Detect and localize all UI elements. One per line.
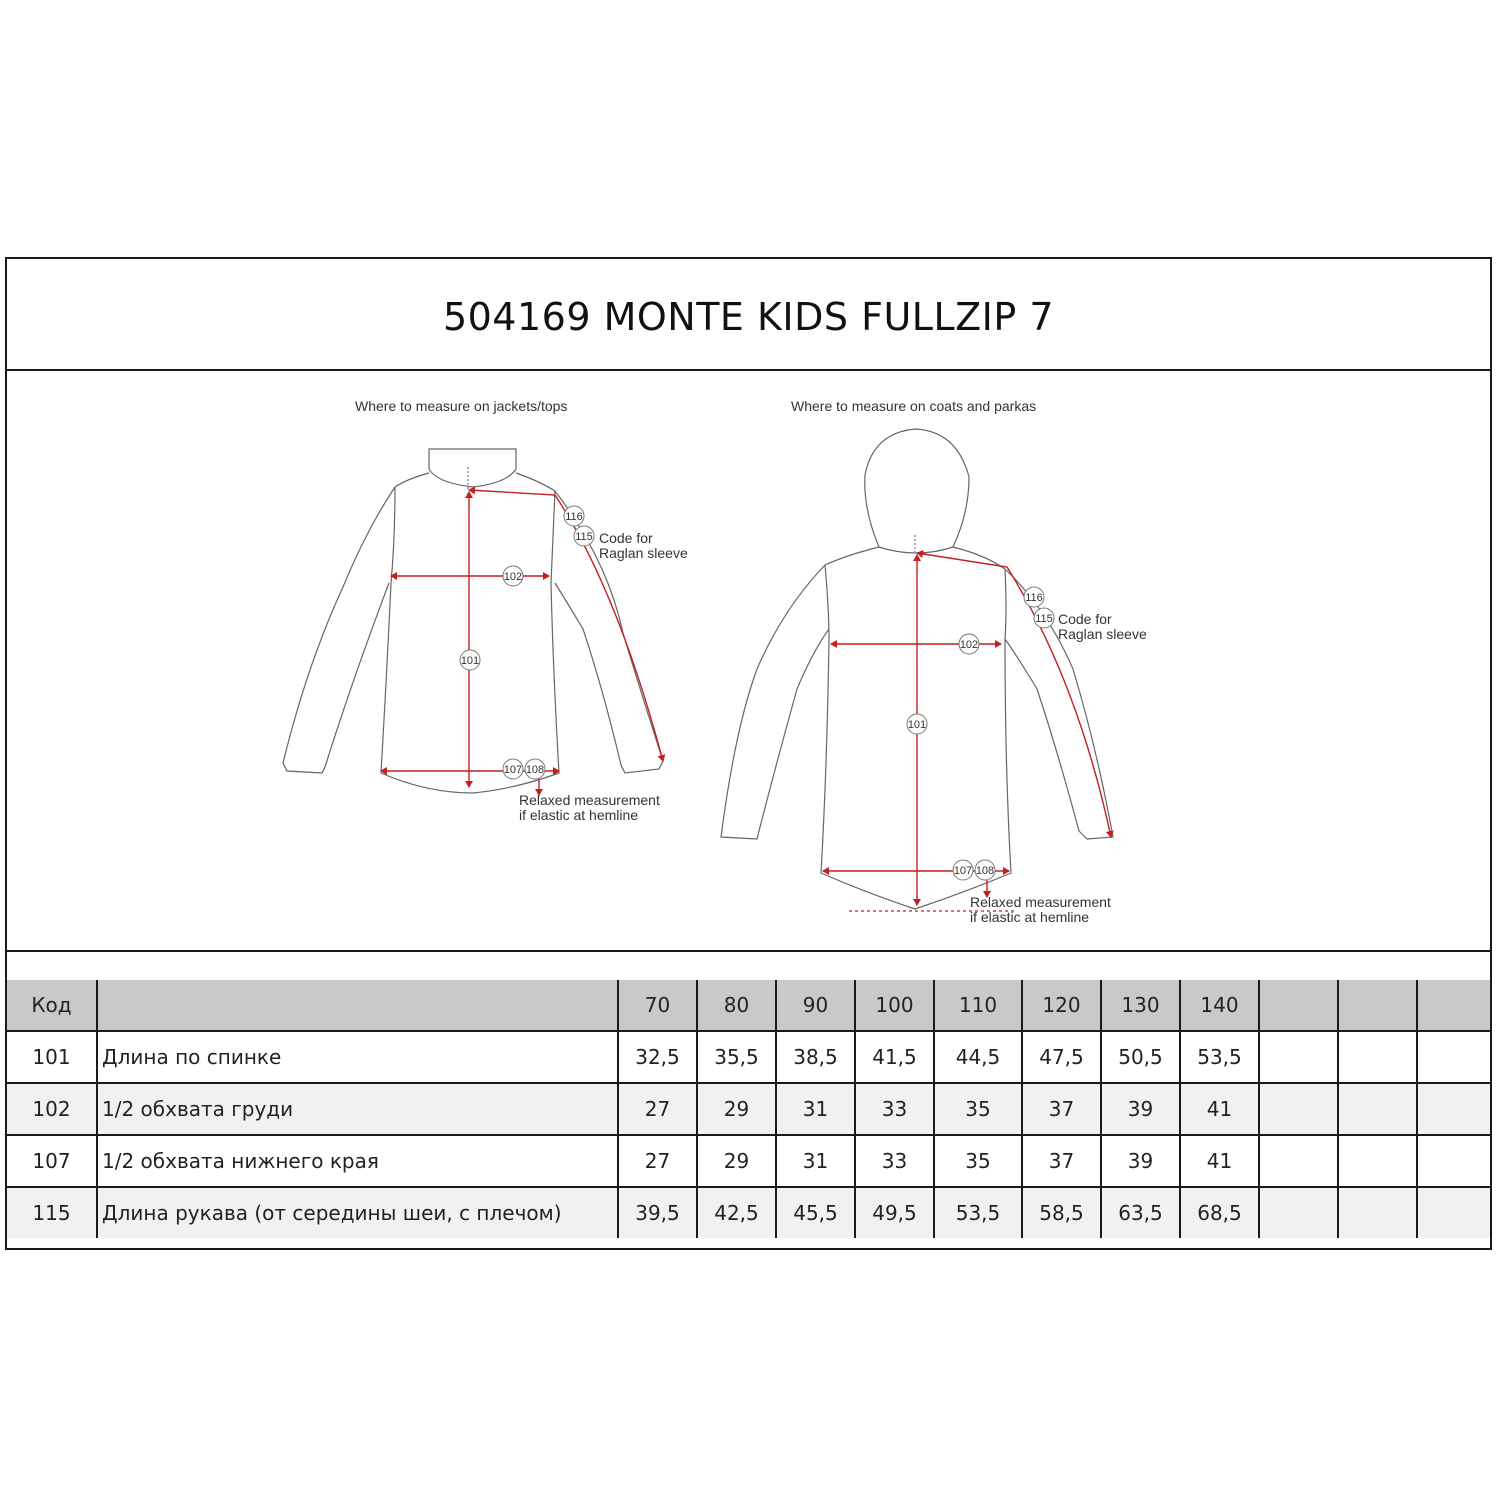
row-value — [1417, 1031, 1490, 1083]
row-value: 29 — [697, 1135, 776, 1187]
row-value — [1259, 1031, 1338, 1083]
svg-text:108: 108 — [975, 865, 995, 877]
row-value: 29 — [697, 1083, 776, 1135]
jacket-outline — [283, 449, 663, 793]
row-value: 35,5 — [697, 1031, 776, 1083]
size-header — [1338, 980, 1417, 1031]
svg-text:115: 115 — [1035, 613, 1053, 625]
row-value: 35 — [934, 1135, 1022, 1187]
row-value: 58,5 — [1022, 1187, 1101, 1238]
row-value: 63,5 — [1101, 1187, 1180, 1238]
row-value — [1417, 1135, 1490, 1187]
row-value — [1259, 1083, 1338, 1135]
row-value: 39,5 — [618, 1187, 697, 1238]
jacket-code-labels — [461, 511, 593, 776]
row-value: 49,5 — [855, 1187, 934, 1238]
row-code: 115 — [7, 1187, 97, 1238]
row-value: 27 — [618, 1135, 697, 1187]
table-row — [7, 1187, 1490, 1238]
row-value: 53,5 — [1180, 1031, 1259, 1083]
row-value: 38,5 — [776, 1031, 855, 1083]
size-header — [1259, 980, 1338, 1031]
row-value — [1417, 1187, 1490, 1238]
size-table — [7, 980, 1490, 1238]
coat-relaxed-note-1: Relaxed measurement — [970, 894, 1111, 910]
jacket-relaxed-note-2: if elastic at hemline — [519, 807, 639, 823]
coat-caption: Where to measure on coats and parkas — [791, 398, 1037, 414]
size-header: 140 — [1180, 980, 1259, 1031]
row-value — [1338, 1031, 1417, 1083]
row-code: 101 — [7, 1031, 97, 1083]
row-value: 39 — [1101, 1135, 1180, 1187]
size-header: 130 — [1101, 980, 1180, 1031]
svg-text:108: 108 — [525, 764, 545, 776]
row-value: 33 — [855, 1083, 934, 1135]
size-header: 80 — [697, 980, 776, 1031]
size-header: 90 — [776, 980, 855, 1031]
row-value: 41 — [1180, 1135, 1259, 1187]
table-row — [7, 1135, 1490, 1187]
row-value: 31 — [776, 1083, 855, 1135]
row-name: 1/2 обхвата нижнего края — [97, 1135, 618, 1187]
jacket-caption: Where to measure on jackets/tops — [355, 398, 568, 414]
coat-code-note-1: Code for — [1058, 611, 1112, 627]
svg-text:102: 102 — [959, 639, 979, 651]
row-value — [1259, 1187, 1338, 1238]
row-value: 44,5 — [934, 1031, 1022, 1083]
row-value: 37 — [1022, 1083, 1101, 1135]
row-value: 45,5 — [776, 1187, 855, 1238]
row-value — [1417, 1083, 1490, 1135]
row-value — [1259, 1135, 1338, 1187]
jacket-code-badges — [460, 506, 594, 779]
row-value — [1338, 1187, 1417, 1238]
svg-text:115: 115 — [575, 531, 593, 543]
row-value: 39 — [1101, 1083, 1180, 1135]
row-value: 35 — [934, 1083, 1022, 1135]
row-value: 27 — [618, 1083, 697, 1135]
svg-text:116: 116 — [1025, 592, 1043, 604]
svg-text:107: 107 — [953, 865, 973, 877]
row-value: 68,5 — [1180, 1187, 1259, 1238]
code-header: Код — [7, 980, 97, 1031]
row-value — [1338, 1083, 1417, 1135]
row-value: 41 — [1180, 1083, 1259, 1135]
row-value — [1338, 1135, 1417, 1187]
row-value: 41,5 — [855, 1031, 934, 1083]
row-code: 102 — [7, 1083, 97, 1135]
table-row — [7, 1031, 1490, 1083]
blank-separator-row — [7, 950, 1490, 982]
row-name: 1/2 обхвата груди — [97, 1083, 618, 1135]
coat-measure-lines — [823, 535, 1111, 905]
size-header — [1417, 980, 1490, 1031]
product-title: 504169 MONTE KIDS FULLZIP 7 — [442, 295, 1055, 339]
name-header — [97, 980, 618, 1031]
row-code: 107 — [7, 1135, 97, 1187]
svg-text:107: 107 — [503, 764, 523, 776]
row-value: 50,5 — [1101, 1031, 1180, 1083]
measurement-diagram — [7, 369, 1490, 952]
size-header-row — [7, 980, 1490, 1031]
size-header: 120 — [1022, 980, 1101, 1031]
row-name: Длина по спинке — [97, 1031, 618, 1083]
row-value: 42,5 — [697, 1187, 776, 1238]
size-chart-sheet — [5, 257, 1492, 1250]
size-header: 110 — [934, 980, 1022, 1031]
svg-text:101: 101 — [460, 655, 480, 667]
jacket-measure-lines — [381, 467, 663, 795]
row-name: Длина рукава (от середины шеи, с плечом) — [97, 1187, 618, 1238]
jacket-code-note-2: Raglan sleeve — [599, 545, 688, 561]
svg-text:102: 102 — [503, 571, 523, 583]
size-header: 100 — [855, 980, 934, 1031]
row-value: 31 — [776, 1135, 855, 1187]
jacket-code-note-1: Code for — [599, 530, 653, 546]
title-row — [7, 259, 1490, 371]
coat-code-labels — [908, 592, 1053, 877]
row-value: 32,5 — [618, 1031, 697, 1083]
garment-illustration — [7, 369, 1490, 950]
coat-code-badges — [907, 587, 1054, 880]
row-value: 33 — [855, 1135, 934, 1187]
coat-code-note-2: Raglan sleeve — [1058, 626, 1147, 642]
jacket-relaxed-note-1: Relaxed measurement — [519, 792, 660, 808]
svg-text:101: 101 — [907, 719, 927, 731]
row-value: 53,5 — [934, 1187, 1022, 1238]
coat-relaxed-note-2: if elastic at hemline — [970, 909, 1090, 925]
table-row — [7, 1083, 1490, 1135]
row-value: 47,5 — [1022, 1031, 1101, 1083]
size-header: 70 — [618, 980, 697, 1031]
row-value: 37 — [1022, 1135, 1101, 1187]
svg-text:116: 116 — [565, 511, 583, 523]
